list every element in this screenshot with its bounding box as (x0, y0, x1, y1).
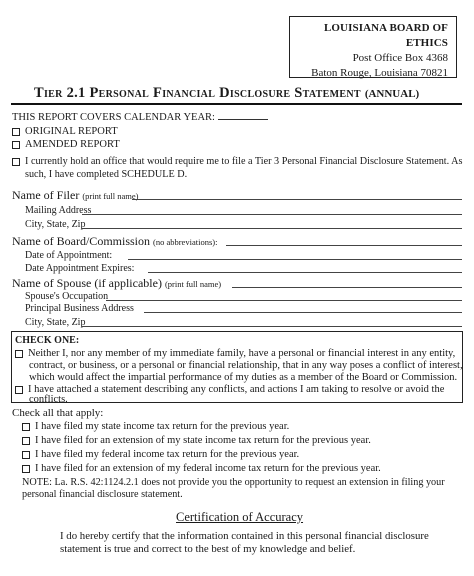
date-expires-label: Date Appointment Expires: (25, 263, 135, 274)
check-one-option-2[interactable] (15, 383, 444, 396)
filer-mailing-field[interactable] (82, 214, 462, 215)
calendar-year-label: THIS REPORT COVERS CALENDAR YEAR: (12, 112, 215, 123)
tier3-line-2: such, I have completed SCHEDULE D. (25, 169, 188, 180)
spouse-name-hint: (print full name) (164, 279, 222, 289)
filer-city-field[interactable] (82, 228, 462, 229)
certification-line-1: I do hereby certify that the information contained in this personal financial disclosure (60, 530, 429, 542)
date-appointment-label: Date of Appointment: (25, 250, 113, 261)
date-expires-field[interactable] (148, 272, 462, 273)
title-suffix: (ANNUAL) (364, 88, 420, 100)
original-report-label: ORIGINAL REPORT (25, 126, 118, 137)
certification-line-2: statement is true and correct to the best of my knowledge and belief. (60, 543, 356, 555)
state-return-filed-checkbox[interactable] (22, 423, 30, 431)
check-all-item-2[interactable] (22, 434, 371, 447)
attached-statement-checkbox[interactable] (15, 386, 23, 394)
spouse-city-label: City, State, Zip (25, 317, 86, 328)
board-name-field[interactable] (226, 245, 462, 246)
address-box (289, 16, 457, 78)
board-name-row (12, 234, 217, 249)
filer-mailing-label: Mailing Address (25, 205, 92, 216)
date-appointment-field[interactable] (128, 259, 462, 260)
no-conflict-line-2: contract, or business, or a personal or financial relationship, that in any way poses a conflict of interest, (29, 360, 463, 371)
original-report-option[interactable] (12, 125, 118, 138)
spouse-business-field[interactable] (144, 312, 462, 313)
check-all-item-1[interactable] (22, 420, 289, 433)
amended-report-checkbox[interactable] (12, 141, 20, 149)
amended-report-label: AMENDED REPORT (25, 139, 120, 150)
org-name: LOUISIANA BOARD OF ETHICS (323, 22, 448, 49)
check-all-item-label: I have filed for an extension of my state income tax return for the previous year. (35, 435, 371, 446)
calendar-year-field[interactable] (218, 110, 268, 120)
address-line-1: Post Office Box 4368 (352, 52, 448, 64)
spouse-name-field[interactable] (232, 287, 462, 288)
spouse-city-field[interactable] (82, 326, 462, 327)
spouse-business-label: Principal Business Address (25, 303, 134, 314)
no-conflict-checkbox[interactable] (15, 350, 23, 358)
federal-extension-checkbox[interactable] (22, 465, 30, 473)
attached-statement-line-2: conflicts. (29, 394, 68, 405)
no-conflict-line-3: which would affect the impartial performance of my duties as a member of the Board or Commission. (29, 372, 458, 383)
check-all-heading: Check all that apply: (12, 407, 104, 419)
board-name-label: Name of Board/Commission (12, 234, 150, 248)
filer-city-label: City, State, Zip (25, 219, 86, 230)
spouse-name-row (12, 276, 221, 291)
filer-name-row (12, 188, 139, 203)
state-extension-checkbox[interactable] (22, 437, 30, 445)
spouse-occupation-label: Spouse's Occupation (25, 291, 109, 302)
address-line-2: Baton Rouge, Louisiana 70821 (311, 67, 448, 79)
check-all-item-label: I have filed my state income tax return for the previous year. (35, 421, 290, 432)
title-rule (11, 103, 462, 105)
no-conflict-line-1: Neither I, nor any member of my immediate family, have a personal or financial interest in any entity, (28, 348, 456, 359)
check-all-item-4[interactable] (22, 462, 381, 475)
check-one-heading: CHECK ONE: (15, 335, 80, 346)
spouse-occupation-field[interactable] (106, 300, 462, 301)
tier3-line-1: I currently hold an office that would require me to file a Tier 3 Personal Financial Disclosure Statement. As (25, 156, 463, 167)
filer-name-hint: (print full name) (82, 191, 139, 201)
filer-name-label: Name of Filer (12, 188, 80, 202)
calendar-year-row (12, 110, 268, 124)
filer-name-field[interactable] (132, 199, 462, 200)
federal-return-filed-checkbox[interactable] (22, 451, 30, 459)
certification-heading: Certification of Accuracy (176, 510, 304, 524)
spouse-name-label: Name of Spouse (if applicable) (12, 276, 162, 290)
board-name-hint: (no abbreviations): (153, 237, 218, 247)
note-line-1: NOTE: La. R.S. 42:1124.2.1 does not provide you the opportunity to request an extension in filing your (22, 477, 445, 488)
check-all-item-label: I have filed for an extension of my federal income tax return for the previous year. (35, 463, 381, 474)
amended-report-option[interactable] (12, 138, 120, 151)
tier3-checkbox[interactable] (12, 158, 20, 166)
check-all-item-3[interactable] (22, 448, 299, 461)
note-line-2: personal financial disclosure statement. (22, 489, 183, 500)
form-title (34, 84, 454, 102)
check-all-item-label: I have filed my federal income tax return for the previous year. (35, 449, 300, 460)
attached-statement-line-1: I have attached a statement describing any conflicts, and actions I am taking to resolve or avoid the (28, 384, 445, 395)
original-report-checkbox[interactable] (12, 128, 20, 136)
title-main: Tier 2.1 Personal Financial Disclosure Statement (34, 85, 361, 101)
tier3-notice (12, 155, 463, 168)
